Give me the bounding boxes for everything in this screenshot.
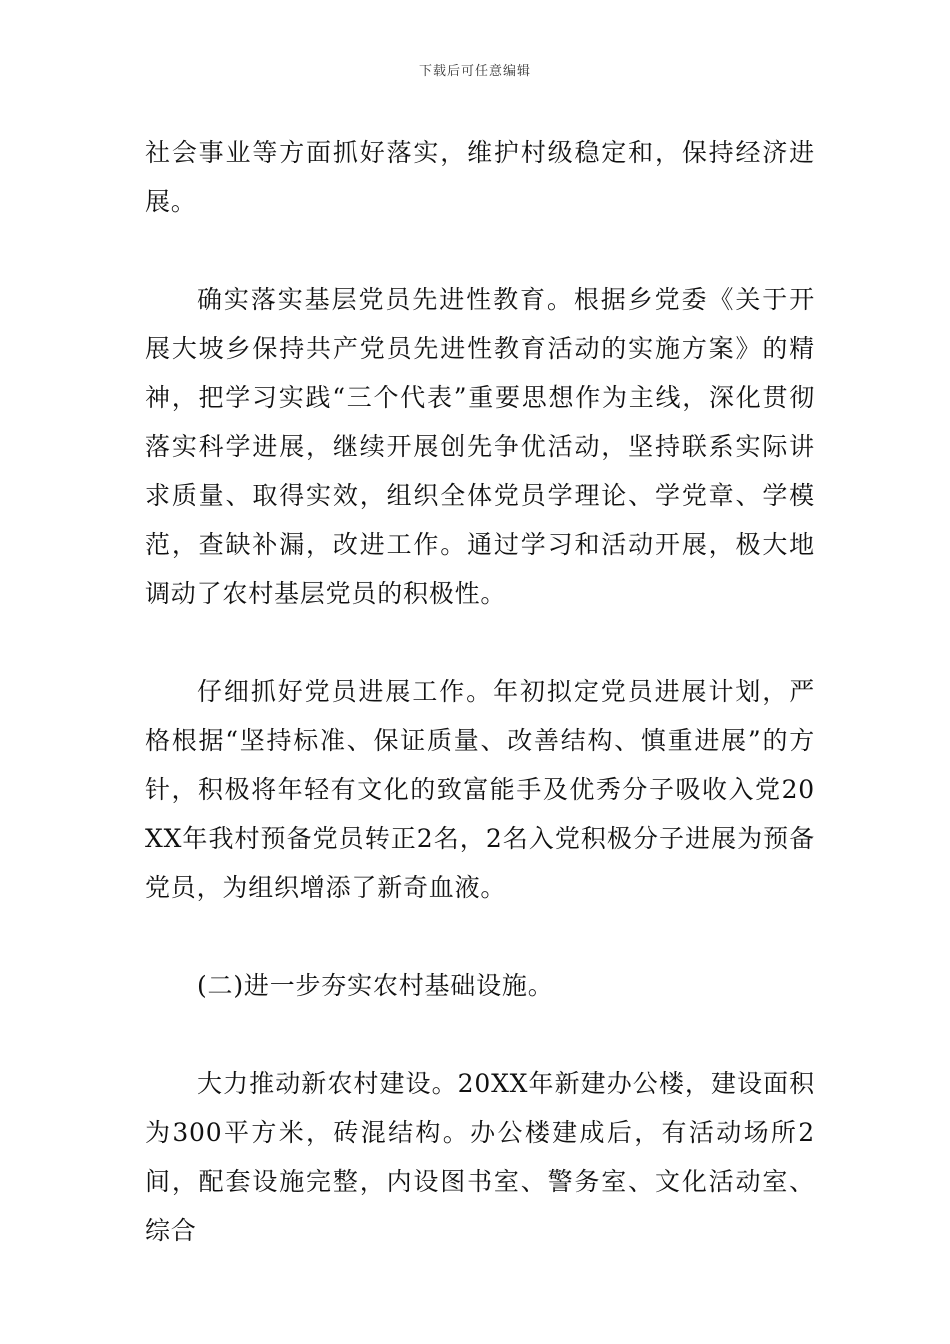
paragraph-gap [145,1010,815,1059]
paragraph-4: 大力推动新农村建设。20XX年新建办公楼，建设面积为300平方米，砖混结构。办公楼建成后，有活动场所2间，配套设施完整，内设图书室、警务室、文化活动室、综合 [145,1069,815,1245]
paragraph-gap [145,226,815,275]
paragraph-gap [145,912,815,961]
paragraph-2: 确实落实基层党员先进性教育。根据乡党委《关于开展大坡乡保持共产党员先进性教育活动的实施方案》的精神，把学习实践“三个代表”重要思想作为主线，深化贯彻落实科学进展，继续开展创先争优活动，坚持联系实际讲求质量、取得实效，组织全体党员学理论、学党章、学模范，查缺补漏，改进工作。通过学习和活动开展，极大地调动了农村基层党员的积极性。 [145,285,815,608]
section-heading: (二)进一步夯实农村基础设施。 [197,971,554,1000]
paragraph-1: 社会事业等方面抓好落实，维护村级稳定和，保持经济进展。 [145,138,815,216]
page-header-note: 下载后可任意编辑 [418,64,531,79]
paragraph-3: 仔细抓好党员进展工作。年初拟定党员进展计划，严格根据“坚持标准、保证质量、改善结构、慎重进展”的方针，积极将年轻有文化的致富能手及优秀分子吸收入党20XX年我村预备党员转正2名，2名入党积极分子进展为预备党员，为组织增添了新奇血液。 [145,677,815,902]
document-body [145,128,815,1255]
paragraph-gap [145,618,815,667]
